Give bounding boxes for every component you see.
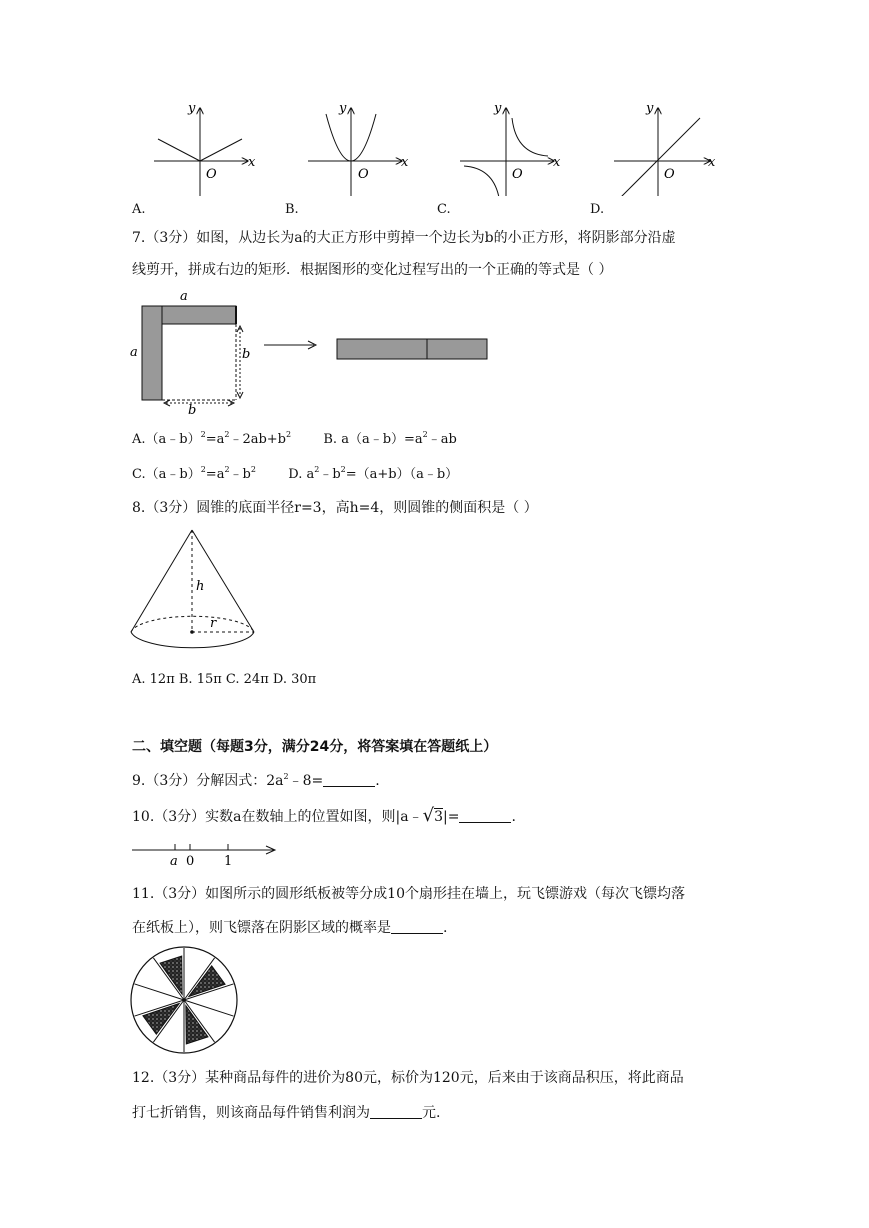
q11-text-line1: 11.（3分）如图所示的圆形纸板被等分成10个扇形挂在墙上，玩飞镖游戏（每次飞镖均落 bbox=[132, 886, 685, 902]
fig-label-b-right: b bbox=[242, 347, 251, 362]
graph-d-line bbox=[614, 101, 716, 196]
option-b-label: B. bbox=[285, 202, 299, 217]
origin-label: O bbox=[664, 167, 675, 182]
q7-square-figure bbox=[128, 284, 498, 414]
origin-label: O bbox=[358, 167, 369, 182]
fig-label-b-bottom: b bbox=[188, 403, 197, 414]
option-c-label: C. bbox=[437, 202, 451, 217]
q8-options: A. 12π B. 15π C. 24π D. 30π bbox=[132, 672, 317, 687]
q11-dartboard-figure bbox=[128, 946, 240, 1058]
x-axis-label: x bbox=[401, 155, 409, 170]
graph-c-hyperbola bbox=[460, 101, 561, 196]
q7-options-line1: $A.(a﹣b)^2=a^2﹣2ab+b^2$ B. $a(a﹣b)=a^2﹣ab$ bbox=[132, 430, 457, 447]
graph-options-figure bbox=[140, 96, 740, 196]
q12-text-line2: 打七折销售，则该商品每件销售利润为 元. bbox=[132, 1105, 441, 1121]
q12-text-line1: 12.（3分）某种商品每件的进价为80元，标价为120元，后来由于该商品积压，将此商品 bbox=[132, 1070, 684, 1086]
option-d-label: D. bbox=[590, 202, 605, 217]
q11-text-line2: 在纸板上），则飞镖落在阴影区域的概率是 . bbox=[132, 920, 448, 936]
y-axis-label: y bbox=[339, 101, 347, 116]
q10-answer-blank[interactable] bbox=[459, 808, 511, 823]
x-axis-label: x bbox=[248, 155, 256, 170]
cone-label-r: r bbox=[210, 616, 217, 631]
q8-cone-figure bbox=[128, 526, 260, 656]
axis-label-1: 1 bbox=[224, 854, 233, 869]
q7-text-line2: 线剪开，拼成右边的矩形．根据图形的变化过程写出的一个正确的等式是（ ） bbox=[132, 262, 613, 278]
q11-answer-blank[interactable] bbox=[391, 919, 443, 934]
q9-text: 9.（3分）分解因式：$2a^2﹣8=$ . bbox=[132, 772, 380, 789]
graph-a-abs-value bbox=[154, 101, 256, 196]
graph-b-parabola bbox=[308, 101, 409, 196]
x-axis-label: x bbox=[708, 155, 716, 170]
fig-label-a-left: a bbox=[130, 345, 138, 360]
option-a-label: A. bbox=[132, 202, 146, 217]
section-2-heading: 二、填空题（每题3分，满分24分，将答案填在答题纸上） bbox=[132, 739, 498, 755]
q7-options-line2: $C.(a﹣b)^2=a^2﹣b^2$ D. $a^2﹣b^2=(a+b)(a﹣b)$ bbox=[132, 465, 459, 482]
q12-answer-blank[interactable] bbox=[370, 1104, 422, 1119]
origin-label: O bbox=[206, 167, 217, 182]
y-axis-label: y bbox=[646, 101, 654, 116]
axis-label-a: a bbox=[170, 854, 178, 869]
axis-label-0: 0 bbox=[186, 854, 195, 869]
q8-text: 8.（3分）圆锥的底面半径r=3，高h=4，则圆锥的侧面积是（ ） bbox=[132, 500, 538, 516]
cone-label-h: h bbox=[196, 579, 205, 594]
fig-label-a-top: a bbox=[180, 289, 188, 304]
origin-label: O bbox=[512, 167, 523, 182]
q10-text: 10.（3分）实数a在数轴上的位置如图，则|a﹣√3|= . bbox=[132, 805, 516, 826]
y-axis-label: y bbox=[494, 101, 502, 116]
x-axis-label: x bbox=[553, 155, 561, 170]
y-axis-label: y bbox=[188, 101, 196, 116]
q7-text-line1: 7.（3分）如图，从边长为a的大正方形中剪掉一个边长为b的小正方形，将阴影部分沿虚 bbox=[132, 230, 676, 246]
q9-answer-blank[interactable] bbox=[323, 772, 375, 787]
q10-number-line bbox=[130, 836, 280, 870]
